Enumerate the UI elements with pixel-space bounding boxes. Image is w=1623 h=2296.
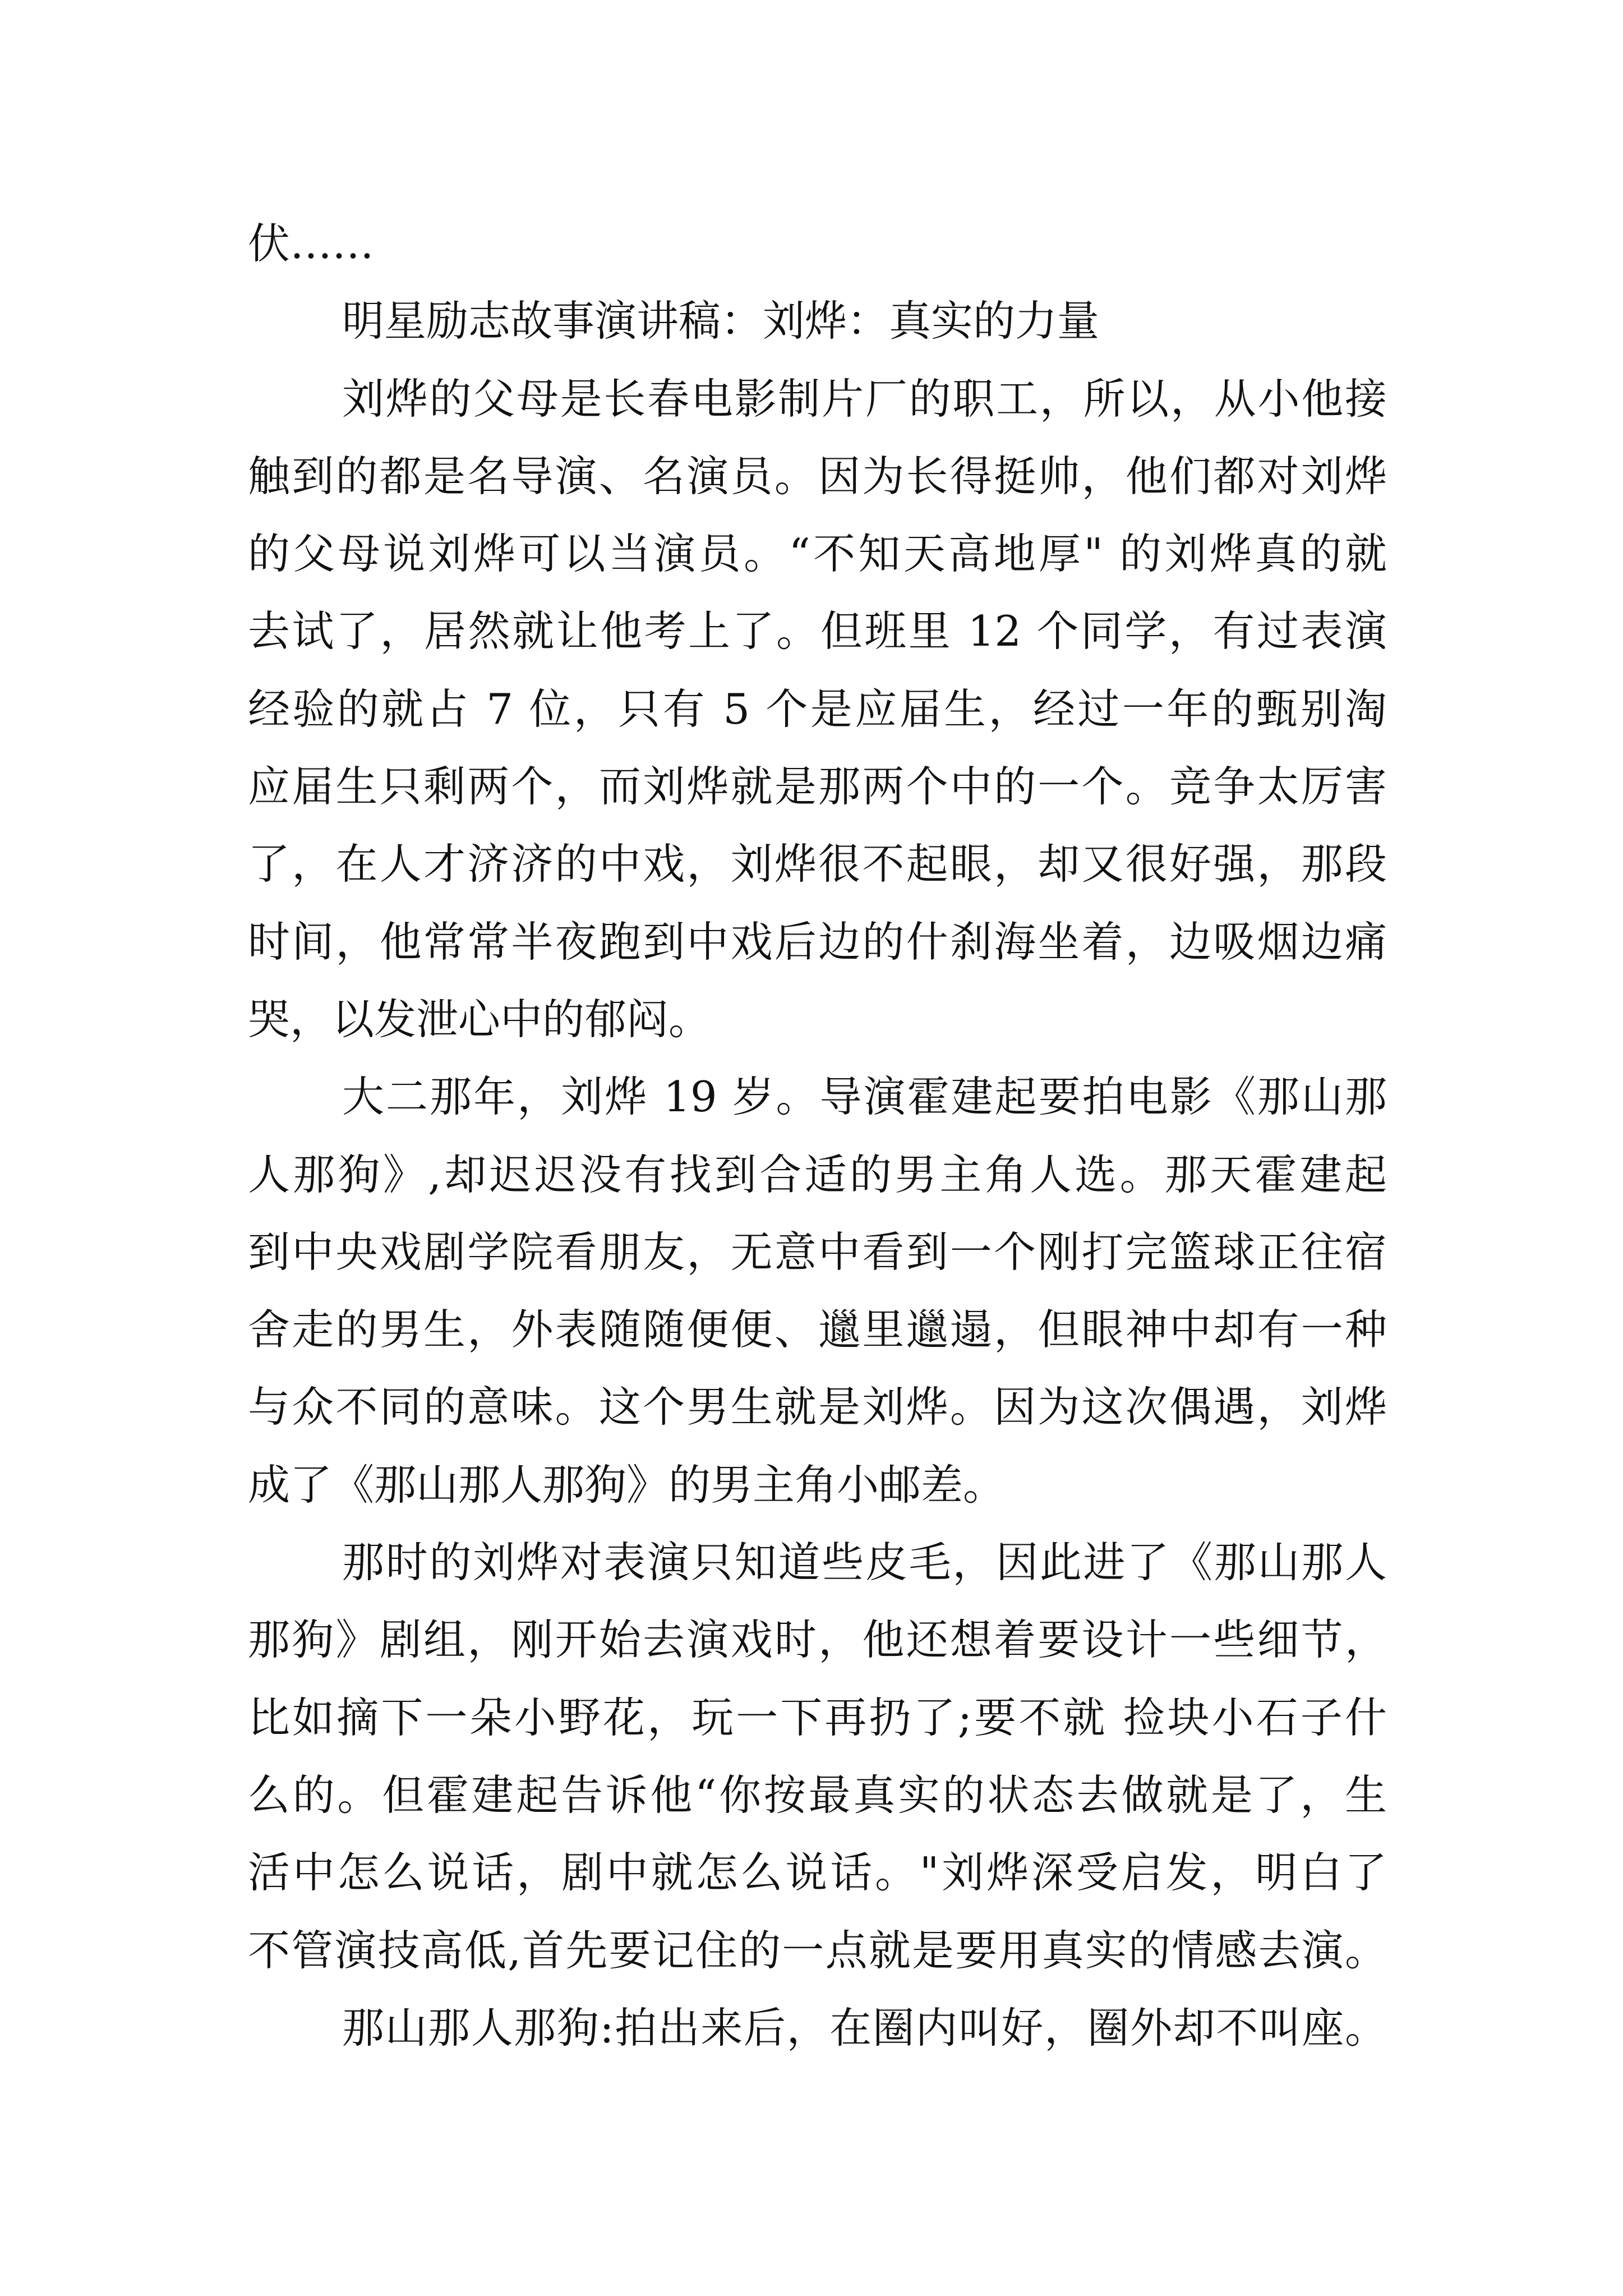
text-line: 触到的都是名导演、名演员。因为长得挺帅，他们都对刘烨 xyxy=(248,451,1387,501)
text-line: 与众不同的意味。这个男生就是刘烨。因为这次偶遇，刘烨 xyxy=(248,1382,1387,1432)
paragraph xyxy=(248,1524,1387,1989)
text-line: 去试了，居然就让他考上了。但班里 12 个同学，有过表演 xyxy=(248,606,1387,656)
text-line: 经验的就占 7 位，只有 5 个是应届生，经过一年的甄别淘 xyxy=(248,684,1387,734)
text-line: 活中怎么说话，剧中就怎么说话。"刘烨深受启发，明白了 xyxy=(248,1848,1387,1898)
document-body xyxy=(248,205,1387,2067)
text-line: 比如摘下一朵小野花，玩一下再扔了;要不就 捡块小石子什 xyxy=(248,1692,1387,1742)
text-line: 成了《那山那人那狗》的男主角小邮差。 xyxy=(248,1460,1006,1510)
text-line: 到中央戏剧学院看朋友，无意中看到一个刚打完篮球正往宿 xyxy=(248,1227,1387,1277)
text-line: 刘烨的父母是长春电影制片厂的职工，所以，从小他接 xyxy=(342,374,1387,424)
paragraph xyxy=(248,1058,1387,1524)
text-line: 大二那年，刘烨 19 岁。导演霍建起要拍电影《那山那 xyxy=(342,1072,1387,1122)
text-line: 不管演技高低,首先要记住的一点就是要用真实的情感去演。 xyxy=(248,1925,1387,1975)
text-line: 那狗》剧组，刚开始去演戏时，他还想着要设计一些细节， xyxy=(248,1615,1387,1665)
text-line: 那时的刘烨对表演只知道些皮毛，因此进了《那山那人 xyxy=(342,1538,1387,1588)
text-line: 应届生只剩两个，而刘烨就是那两个中的一个。竞争太厉害 xyxy=(248,762,1387,812)
paragraph xyxy=(248,360,1387,1059)
paragraph xyxy=(248,1989,1387,2067)
text-line: 哭，以发泄心中的郁闷。 xyxy=(248,994,711,1044)
text-line: 舍走的男生，外表随随便便、邋里邋遢，但眼神中却有一种 xyxy=(248,1305,1387,1355)
text-line: 人那狗》,却迟迟没有找到合适的男主角人选。那天霍建起 xyxy=(248,1149,1387,1199)
speech-title: 明星励志故事演讲稿：刘烨：真实的力量 xyxy=(342,296,1100,346)
text-line: 时间，他常常半夜跑到中戏后边的什刹海坐着，边吸烟边痛 xyxy=(248,917,1387,967)
text-line: 那山那人那狗:拍出来后，在圈内叫好，圈外却不叫座。 xyxy=(342,2003,1387,2053)
text-line: 的父母说刘烨可以当演员。“不知天高地厚" 的刘烨真的就 xyxy=(248,529,1387,579)
continuation-line: 伏…… xyxy=(248,219,375,268)
text-line: 么的。但霍建起告诉他“你按最真实的状态去做就是了，生 xyxy=(248,1770,1387,1820)
text-line: 了，在人才济济的中戏，刘烨很不起眼，却又很好强，那段 xyxy=(248,839,1387,889)
